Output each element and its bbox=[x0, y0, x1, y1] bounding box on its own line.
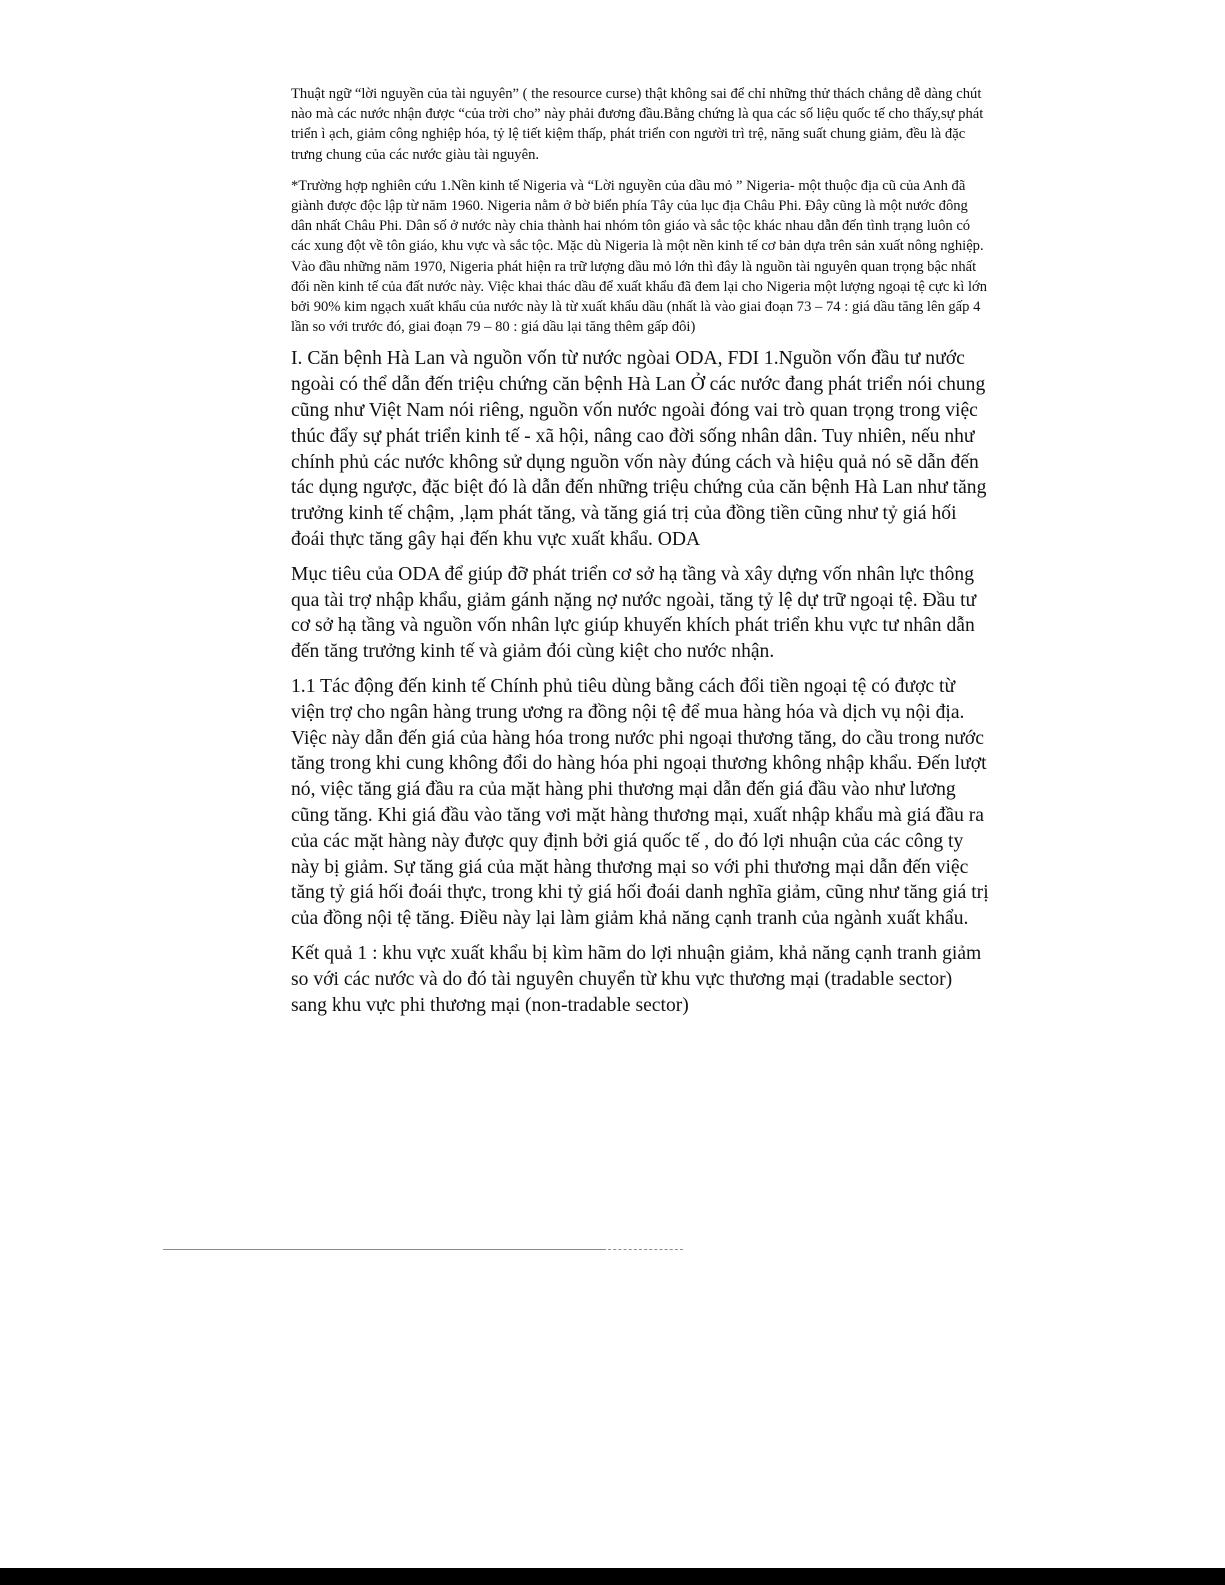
paragraph-result-1: Kết quả 1 : khu vực xuất khẩu bị kìm hãm do lợi nhuận giảm, khả năng cạnh tranh giảm so với các nước và do đó tài nguyên chuyển từ khu vực thương mại (tradable sector) sang khu vực phi thương mại (non-tradable sector) bbox=[291, 942, 982, 1016]
paragraph-economic-impact: 1.1 Tác động đến kinh tế Chính phủ tiêu dùng bằng cách đổi tiền ngoại tệ có được từ viện trợ cho ngân hàng trung ương ra đồng nội tệ để mua hàng hóa và dịch vụ nội địa. Việc này dẫn đến giá của hàng hóa trong nước phi ngoại thương tăng, do cầu trong nước tăng trong khi cung không đổi do hàng hóa phi ngoại thương không nhập khẩu. Đến lượt nó, việc tăng giá đầu ra của mặt hàng phi thương mại dẫn đến giá đầu vào như lương cũng tăng. Khi giá đầu vào tăng vơi mặt hàng thương mại, xuất nhập khẩu mà giá đầu ra của các mặt hàng này được quy định bởi giá quốc tế , do đó lợi nhuận của các công ty này bị giảm. Sự tăng giá của mặt hàng thương mại so với phi thương mại dẫn đến việc tăng tỷ giá hối đoái thực, trong khi tỷ giá hối đoái danh nghĩa giảm, cũng như tăng giá trị của đồng nội tệ tăng. Điều này lại làm giảm khả năng cạnh tranh của ngành xuất khẩu. bbox=[291, 676, 989, 930]
paragraph-nigeria-case-study: *Trường hợp nghiên cứu 1.Nền kinh tế Nigeria và “Lời nguyền của dầu mỏ ” Nigeria- một thuộc địa cũ của Anh đã giành được độc lập từ năm 1960. Nigeria nằm ở bờ biển phía Tây của lục địa Châu Phi. Đây cũng là một nước đông dân nhất Châu Phi. Dân số ở nước này chia thành hai nhóm tôn giáo và sắc tộc khác nhau dẫn đến tình trạng luôn có các xung đột về tôn giáo, khu vực và sắc tộc. Mặc dù Nigeria là một nền kinh tế cơ bản dựa trên sản xuất nông nghiệp. Vào đầu những năm 1970, Nigeria phát hiện ra trữ lượng dầu mỏ lớn thì đây là nguồn tài nguyên quan trọng bậc nhất đối nền kinh tế của đất nước này. Việc khai thác dầu để xuất khẩu đã đem lại cho Nigeria một lượng ngoại tệ cực kì lớn bởi 90% kim ngạch xuất khẩu của nước này là từ xuất khẩu dầu (nhất là vào giai đoạn 73 – 74 : giá dầu tăng lên gấp 4 lần so với trước đó, giai đoạn 79 – 80 : giá dầu lại tăng thêm gấp đôi) bbox=[291, 177, 988, 336]
paragraph-dutch-disease-heading: I. Căn bệnh Hà Lan và nguồn vốn từ nước ngòai ODA, FDI 1.Nguồn vốn đầu tư nước ngoài có thể dẫn đến triệu chứng căn bệnh Hà Lan Ở các nước đang phát triển nói chung cũng như Việt Nam nói riêng, nguồn vốn nước ngoài đóng vai trò quan trọng trong việc thúc đẩy sự phát triển kinh tế - xã hội, nâng cao đời sống nhân dân. Tuy nhiên, nếu như chính phủ các nước không sử dụng nguồn vốn này đúng cách và hiệu quả nó sẽ dẫn đến tác dụng ngược, đặc biệt đó là dẫn đến những triệu chứng của căn bệnh Hà Lan như tăng trưởng kinh tế chậm, ,lạm phát tăng, và tăng giá trị của đồng tiền cũng như tỷ giá hối đoái thực tăng gây hại đến khu vực xuất khẩu. ODA bbox=[291, 348, 987, 551]
document-body bbox=[291, 84, 991, 1027]
paragraph-resource-curse-intro: Thuật ngữ “lời nguyền của tài nguyên” ( the resource curse) thật không sai để chỉ những thử thách chẳng dễ dàng chút nào mà các nước nhận được “của trời cho” này phải đương đầu.Bằng chứng là qua các số liệu quốc tế cho thấy,sự phát triển ì ạch, giảm công nghiệp hóa, tỷ lệ tiết kiệm thấp, phát triển con người trì trệ, năng suất chung giảm, đều là đặc trưng chung của các nước giàu tài nguyên. bbox=[291, 86, 984, 163]
footnote-separator-line bbox=[163, 1249, 603, 1250]
footnote-separator-dashed-tail bbox=[603, 1249, 683, 1250]
page-bottom-edge bbox=[0, 1568, 1225, 1585]
paragraph-oda-objectives: Mục tiêu của ODA để giúp đỡ phát triển cơ sở hạ tầng và xây dựng vốn nhân lực thông qua tài trợ nhập khẩu, giảm gánh nặng nợ nước ngoài, tăng tỷ lệ dự trữ ngoại tệ. Đầu tư cơ sở hạ tầng và nguồn vốn nhân lực giúp khuyến khích phát triển khu vực tư nhân dẫn đến tăng trưởng kinh tế và giảm đói cùng kiệt cho nước nhận. bbox=[291, 563, 977, 663]
